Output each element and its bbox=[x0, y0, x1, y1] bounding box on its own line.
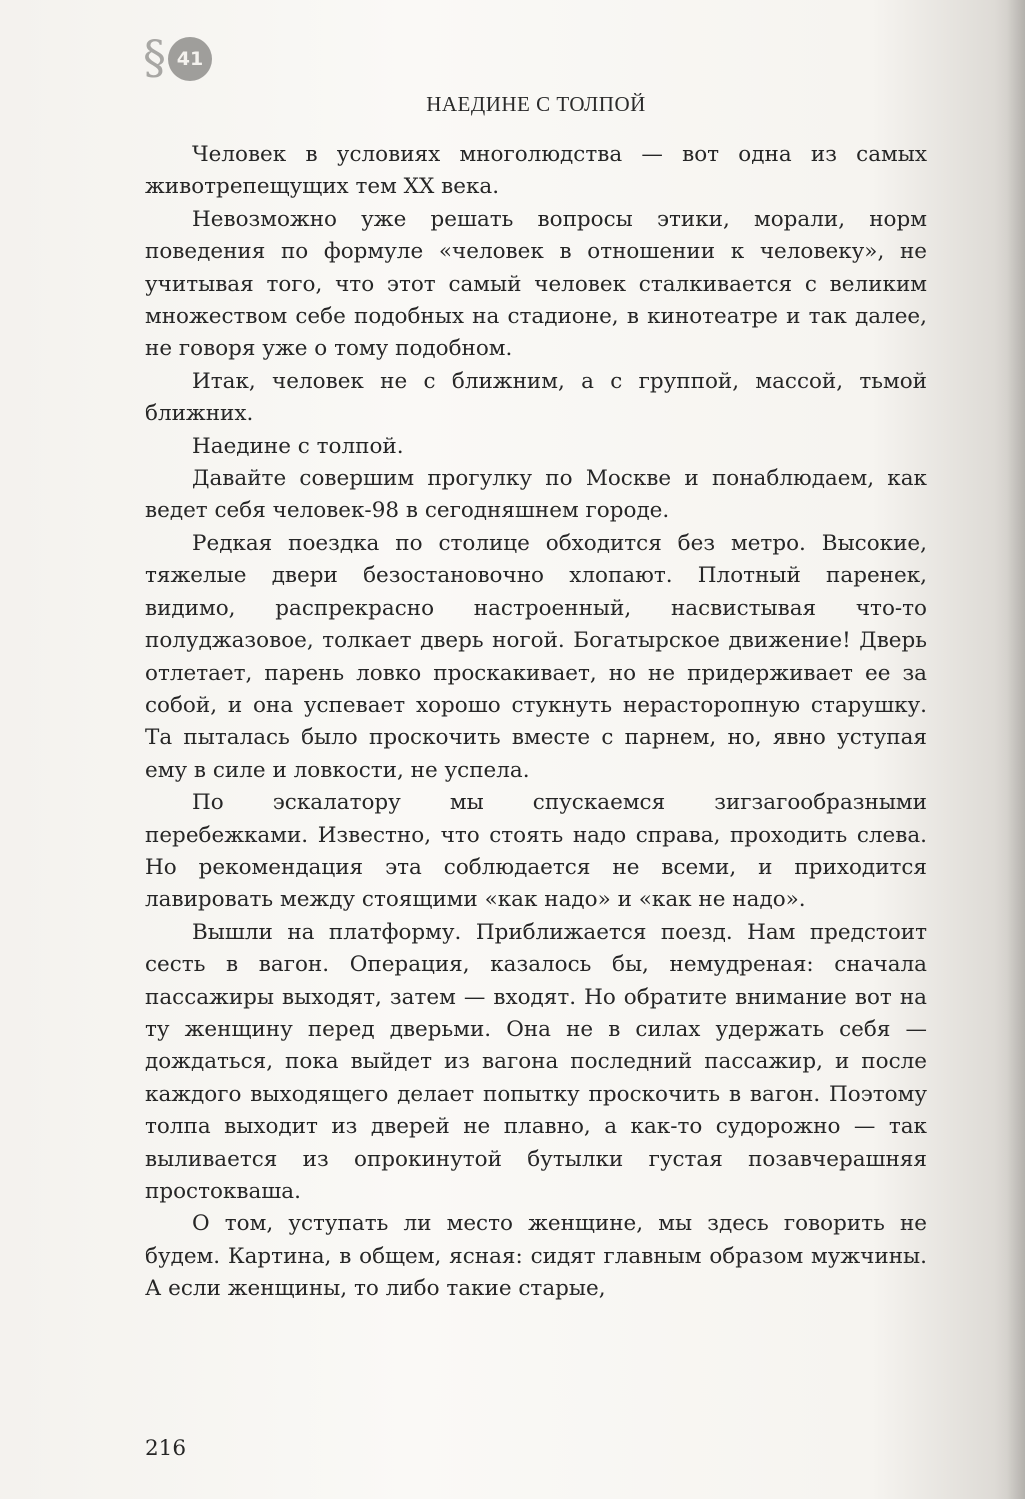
paragraph: Вышли на платформу. Приближается поезд. Нам предстоит сесть в вагон. Операция, казалось бы, немудреная: сначала пассажиры выходят, затем — входят. Но обратите внимание вот на ту женщину перед дверьми. Она не в силах удержать себя — дождаться, пока выйдет из вагона последний пассажир, и после каждого выходящего делает попытку проскочить в вагон. Поэтому толпа выходит из дверей не плавно, а как-то судорожно — так выливается из опрокинутой бутылки густая позавчерашняя простокваша. bbox=[145, 919, 927, 1204]
page-edge-shadow bbox=[1007, 0, 1025, 1499]
paragraph: По эскалатору мы спускаемся зигзагообразными перебежками. Известно, что стоять надо справа, проходить слева. Но рекомендация эта соблюдается не всеми, и приходится лавировать между стоящими «как надо» и «как не надо». bbox=[145, 790, 927, 913]
page-number: 216 bbox=[145, 1436, 187, 1461]
paragraph: Невозможно уже решать вопросы этики, морали, норм поведения по формуле «человек в отношении к человеку», не учитывая того, что этот самый человек сталкивается с великим множеством себе подобных на стадионе, в кинотеатре и так далее, не говоря уже о тому подобном. bbox=[145, 206, 927, 362]
paragraph: Человек в условиях многолюдства — вот одна из самых животрепещущих тем XX века. bbox=[145, 142, 927, 200]
section-sign: § bbox=[143, 30, 166, 84]
paragraph: Редкая поездка по столице обходится без метро. Высокие, тяжелые двери безостановочно хлопают. Плотный паренек, видимо, распрекрасно настроенный, насвистывая что-то полуджазовое, толкает дверь ногой. Богатырское движение! Дверь отлетает, парень ловко проскакивает, но не придерживает ее за собой, и она успевает хорошо стукнуть нерасторопную старушку. Та пыталась было проскочить вместе с парнем, но, явно уступая ему в силе и ловкости, не успела. bbox=[145, 530, 927, 783]
paragraph: О том, уступать ли место женщине, мы здесь говорить не будем. Картина, в общем, ясная: сидят главным образом мужчины. А если женщины, то либо такие старые, bbox=[145, 1211, 927, 1302]
section-number-badge: 41 bbox=[168, 37, 212, 81]
paragraph: Итак, человек не с ближним, а с группой, массой, тьмой ближних. bbox=[145, 368, 927, 427]
paragraph: Давайте совершим прогулку по Москве и понаблюдаем, как ведет себя человек-98 в сегодняшнем городе. bbox=[145, 466, 927, 524]
body-text bbox=[145, 139, 927, 1306]
section-marker bbox=[143, 30, 233, 85]
chapter-title: НАЕДИНЕ С ТОЛПОЙ bbox=[426, 92, 646, 116]
paragraph: Наедине с толпой. bbox=[192, 433, 404, 459]
